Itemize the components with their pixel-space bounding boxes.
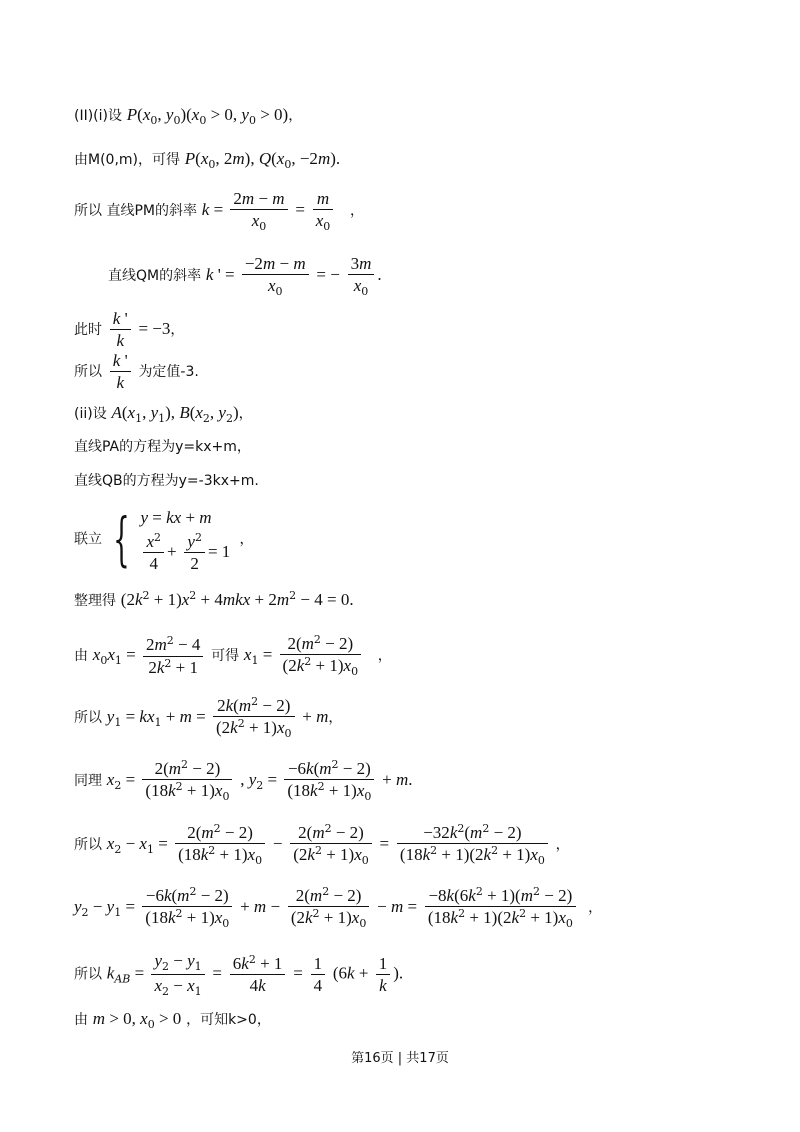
line-5: 此时 $\frac{k '}{k}$ = −3， [74, 309, 185, 351]
line-4-label: 直线QM的斜率 [108, 268, 202, 284]
line-10: 联立 { y = kx + m $\frac{x^2}{4}$ + $\frac{y^2}{2}$ = 1 ， [74, 505, 254, 574]
line-14-label: 同理 [74, 773, 102, 789]
line-9: 直线QB的方程为y=-3kx+m. [74, 473, 259, 489]
brace-icon: { [112, 505, 130, 574]
line-12-label: 由 [74, 648, 88, 664]
line-6-suffix: 为定值-3. [138, 363, 199, 380]
line-18: 由 m > 0, $x_0 > 0$ ，可知k>0， [74, 1009, 271, 1031]
line-10-label: 联立 [74, 531, 102, 548]
line-4: 直线QM的斜率 k ' = $\frac{-2m - m}{x_0}$ = − $\frac{3m}{x_0}$ . [108, 254, 382, 299]
line-7: (ii)设 $A(x_1$, $y_1$), $B(x_2$, $y_2$)， [74, 403, 253, 425]
line-13: 所以 $y_1 = kx_1 + m$ = $\frac{2k(m^2 - 2)}{(2k^2 + 1)x_0}$ + m， [74, 695, 343, 741]
page-footer: 第16页 | 共17页 [351, 1051, 449, 1066]
line-14: 同理 $x_2$ = $\frac{2(m^2 - 2)}{(18k^2 + 1)x_0}$ , $y_2$ = $\frac{-6k(m^2 - 2)}{(18k^2 + 1)x_0}$ + m. [74, 758, 413, 804]
line-5-label: 此时 [74, 321, 102, 338]
line-16: $y_2 - y_1$ = $\frac{-6k(m^2 - 2)}{(18k^2 + 1)x_0}$ + m − $\frac{2(m^2 - 2)}{(2k^2 + 1)x_0}$ − m = $\frac{-8k(6k^2 + 1)(m^2 - 2)}{(18k^2 + 1)(2k^2 + 1)x_0}$ ， [74, 885, 603, 931]
line-13-label: 所以 [74, 710, 102, 726]
line-17: 所以 $k_{AB}$ = $\frac{y_2 - y_1}{x_2 - x_1}$ = $\frac{6k^2 + 1}{4k}$ = $\frac{1}{4}$ (6k + $\frac{1}{k}$ ). [74, 951, 404, 998]
line-17-label: 所以 [74, 966, 102, 983]
line-15-label: 所以 [74, 837, 102, 853]
line-6: 所以 $\frac{k '}{k}$ 为定值-3. [74, 351, 199, 393]
line-15: 所以 $x_2 - x_1$ = $\frac{2(m^2 - 2)}{(18k^2 + 1)x_0}$ − $\frac{2(m^2 - 2)}{(2k^2 + 1)x_0}$ = $\frac{-32k^2(m^2 - 2)}{(18k^2 + 1)(2k^2 + 1)x_0}$ ， [74, 822, 570, 868]
line-12: 由 $x_0x_1$ = $\frac{2m^2 - 4}{2k^2 + 1}$ 可得 $x_1$ = $\frac{2(m^2 - 2)}{(2k^2 + 1)x_0}$ ， [74, 633, 392, 679]
line-11-label: 整理得 [74, 593, 116, 609]
line-8: 直线PA的方程为y=kx+m， [74, 439, 251, 455]
line-2: 由M(0,m)，可得 $P(x_0$, 2m), $Q(x_0$, −2m). [74, 149, 341, 171]
line-1: (II)(i)设 $P(x_0$, $y_0)(x_0 > 0$, $y_0 > 0$)， [74, 105, 303, 127]
line-18-suffix: ，可知k>0， [186, 1012, 271, 1028]
line-18-label: 由 [74, 1012, 88, 1028]
line-3: 所以 直线PM的斜率 k = $\frac{2m - m}{x_0}$ = $\frac{m}{x_0}$ ， [74, 189, 364, 234]
line-3-label: 所以 直线PM的斜率 [74, 203, 197, 219]
line-12-mid: 可得 [211, 648, 240, 664]
line-11: 整理得 $(2k^2 + 1)x^2 + 4mkx + 2m^2 - 4 = 0$. [74, 589, 354, 609]
line-6-label: 所以 [74, 363, 102, 380]
